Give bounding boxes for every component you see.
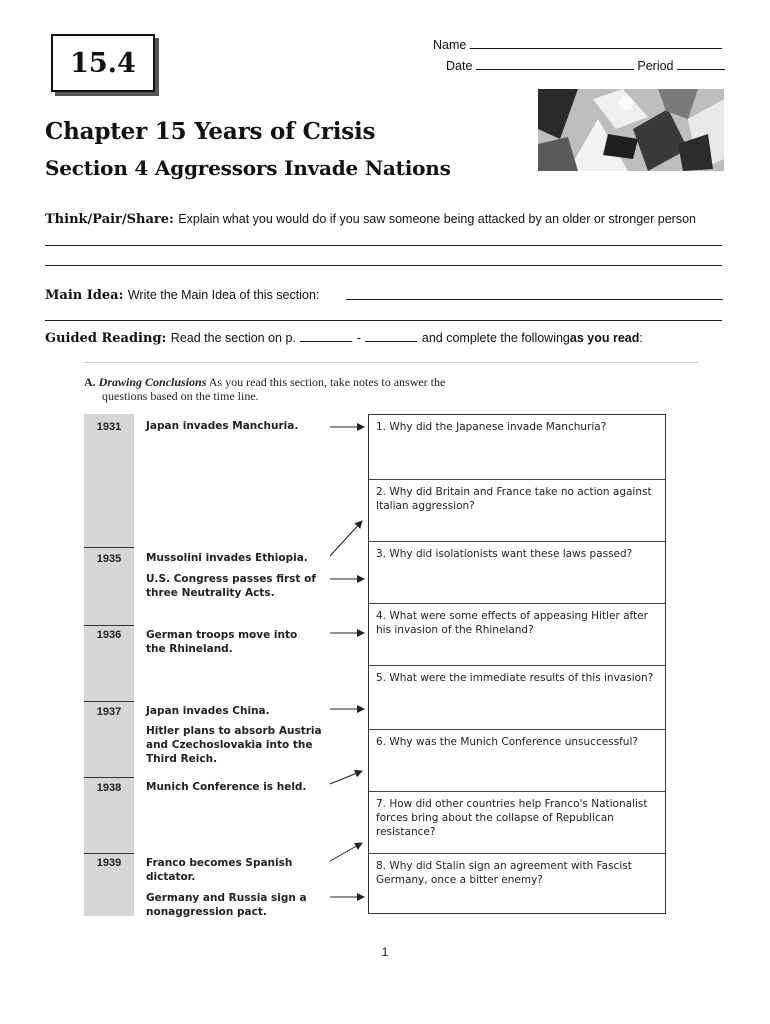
part-letter: A. xyxy=(84,375,96,389)
event-japan-manchuria: Japan invades Manchuria. xyxy=(146,420,299,432)
question-row[interactable] xyxy=(369,415,665,479)
event-franco-dictator: Franco becomes Spanish dictator. xyxy=(146,857,293,883)
question-4: 4. What were some effects of appeasing Hitler after his invasion of the Rhineland? xyxy=(376,610,648,636)
guided-reading-text-after: and complete the following xyxy=(421,331,570,345)
question-3: 3. Why did isolationists want these laws passed? xyxy=(376,548,633,560)
question-row[interactable] xyxy=(369,791,665,853)
question-row[interactable] xyxy=(369,853,665,913)
arrow-2 xyxy=(330,521,362,556)
think-pair-share-label: Think/Pair/Share: xyxy=(45,212,174,227)
page-number: 1 xyxy=(381,945,389,959)
year-1939: 1939 xyxy=(96,857,122,869)
period-label: Period xyxy=(637,59,674,73)
arrow-6 xyxy=(330,771,362,784)
think-pair-share-prompt: Explain what you would do if you saw someone being attacked by an older or stronger person xyxy=(178,212,696,226)
question-row[interactable] xyxy=(369,665,665,729)
main-idea-label: Main Idea: xyxy=(45,288,124,303)
question-5: 5. What were the immediate results of this invasion? xyxy=(376,672,654,684)
year-1931: 1931 xyxy=(96,421,122,433)
name-label: Name xyxy=(433,38,467,52)
question-row[interactable] xyxy=(369,541,665,603)
year-1935: 1935 xyxy=(96,553,122,565)
guided-reading-label: Guided Reading: xyxy=(45,331,167,346)
chapter-title: Chapter 15 Years of Crisis xyxy=(45,118,376,145)
section-title: Section 4 Aggressors Invade Nations xyxy=(45,156,451,180)
instructions-line-1: As you read this section, take notes to answer the xyxy=(208,375,446,389)
event-mussolini-ethiopia: Mussolini invades Ethiopia. xyxy=(146,552,308,564)
arrow-7 xyxy=(330,843,362,861)
page-range-dash: - xyxy=(356,331,361,345)
year-1938: 1938 xyxy=(96,782,122,794)
instructions-line-2: questions based on the time line. xyxy=(102,389,259,403)
question-8: 8. Why did Stalin sign an agreement with Fascist Germany, once a bitter enemy? xyxy=(376,860,632,886)
event-nonaggression-pact: Germany and Russia sign a nonaggression pact. xyxy=(146,892,307,918)
year-1936: 1936 xyxy=(96,629,122,641)
main-idea-prompt: Write the Main Idea of this section: xyxy=(127,288,320,302)
event-rhineland: German troops move into the Rhineland. xyxy=(146,629,298,655)
guided-reading-emphasis: as you read xyxy=(569,331,640,345)
question-6: 6. Why was the Munich Conference unsuccessful? xyxy=(376,736,638,748)
guided-reading-colon: : xyxy=(639,331,643,345)
date-label: Date xyxy=(446,59,473,73)
event-neutrality-acts: U.S. Congress passes first of three Neutrality Acts. xyxy=(146,573,316,599)
question-row[interactable] xyxy=(369,729,665,791)
year-1937: 1937 xyxy=(96,706,122,718)
section-number: 15.4 xyxy=(70,47,136,79)
guided-reading-text: Read the section on p. xyxy=(170,331,296,345)
question-1: 1. Why did the Japanese invade Manchuria? xyxy=(376,421,607,433)
part-title: Drawing Conclusions xyxy=(98,375,207,389)
event-munich-conference: Munich Conference is held. xyxy=(146,781,307,793)
event-austria-czechoslovakia: Hitler plans to absorb Austria and Czechoslovakia into the Third Reich. xyxy=(146,725,322,765)
question-row[interactable] xyxy=(369,603,665,665)
question-7: 7. How did other countries help Franco's Nationalist forces bring about the collapse of Republican resistance? xyxy=(376,798,648,838)
question-2: 2. Why did Britain and France take no action against Italian aggression? xyxy=(376,486,652,512)
question-row[interactable] xyxy=(369,479,665,541)
event-japan-china: Japan invades China. xyxy=(146,705,270,717)
questions-box xyxy=(368,414,666,914)
